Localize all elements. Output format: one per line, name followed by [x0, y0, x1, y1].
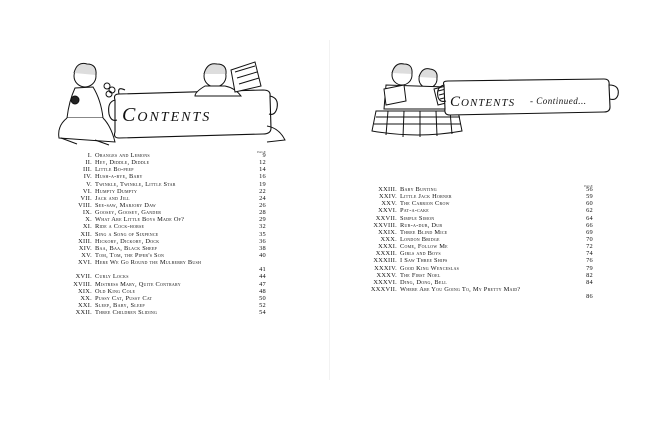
page-column-label: page	[584, 183, 593, 188]
toc-entry-title: See-saw, Marjory Daw	[95, 201, 156, 209]
toc-entry-title: Ride a Cock-horse	[95, 223, 145, 231]
toc-entry	[367, 186, 593, 193]
toc-entry-page: 72	[586, 243, 593, 251]
toc-entry-page: 84	[586, 278, 593, 286]
toc-entry-title: Humpty Dumpty	[95, 187, 138, 195]
toc-entry	[62, 202, 266, 209]
toc-entry	[62, 159, 266, 166]
toc-entry	[62, 245, 266, 252]
toc-entry-title: Pussy Cat, Pussy Cat	[95, 294, 153, 302]
toc-entry-title: London Bridge	[400, 235, 440, 243]
toc-entry-page: 52	[259, 301, 266, 309]
toc-entry-number: XXIV.	[379, 193, 397, 201]
contents-continued-label: - Continued...	[530, 96, 587, 106]
toc-entry-number: XXV.	[381, 200, 397, 208]
toc-entry-title: Three Children Sliding	[95, 309, 158, 317]
toc-entry-page: 64	[586, 214, 593, 222]
toc-entry-number: XXXII.	[375, 250, 397, 258]
toc-entry-page: 35	[259, 230, 266, 238]
toc-entry	[62, 188, 266, 195]
toc-entry-number: X.	[85, 216, 92, 224]
toc-entry-page: 62	[586, 207, 593, 215]
toc-entry-title: Where Are You Going To, My Pretty Maid?	[400, 285, 521, 293]
toc-entry-title: Goosey, Goosey, Gander	[95, 209, 162, 217]
toc-entry-page: 28	[259, 209, 266, 217]
toc-entry-page: 76	[586, 257, 593, 265]
toc-entry-page: 19	[259, 180, 266, 188]
toc-entry-number: XI.	[82, 223, 92, 231]
right-table-of-contents	[367, 183, 593, 301]
toc-entry-number: III.	[83, 166, 92, 174]
toc-entry-number: XXII.	[75, 309, 92, 317]
toc-entry-title: Sleep, Baby, Sleep	[95, 301, 145, 309]
toc-entry-title: Tom, Tom, the Piper's Son	[95, 251, 165, 259]
toc-entry-page: 69	[586, 228, 593, 236]
left-child-reading-figure	[59, 63, 115, 145]
toc-entry	[62, 216, 266, 223]
toc-entry	[367, 207, 593, 214]
toc-entry-title: Pat-a-cake	[400, 207, 429, 215]
toc-entry	[367, 272, 593, 279]
toc-entry-number: XXIII.	[378, 186, 397, 193]
left-contents-illustration	[55, 56, 290, 148]
toc-entry-title: Hey, Diddle, Diddle	[95, 159, 150, 167]
contents-heading: Contents	[122, 104, 212, 126]
toc-entry-title: Mistress Mary, Quite Contrary	[95, 280, 181, 288]
toc-entry	[62, 152, 266, 159]
toc-entry-page: 9	[262, 152, 266, 159]
toc-entry-page: 26	[259, 201, 266, 209]
toc-entry	[62, 309, 266, 316]
toc-entry-title: Hush-a-bye, Baby	[95, 173, 143, 181]
toc-entry-title: Baby Bunting	[400, 186, 437, 193]
toc-entry-number: XXX.	[380, 235, 397, 243]
toc-entry-number: XXXVII.	[370, 285, 397, 293]
toc-entry	[62, 252, 266, 259]
toc-entry-page: 86	[586, 293, 593, 301]
toc-entry-title: Sing a Song of Sixpence	[95, 230, 159, 238]
toc-entry-number: XII.	[80, 230, 92, 238]
toc-entry-title: Rub-a-dub, Dub	[400, 221, 443, 229]
toc-entry-number: XVIII.	[73, 280, 92, 288]
toc-entry-page: 32	[259, 223, 266, 231]
toc-entry-page: 74	[586, 250, 593, 258]
toc-entry-number: XXXIII.	[373, 257, 397, 265]
toc-entry	[367, 193, 593, 200]
toc-entry-number: VI.	[82, 187, 92, 195]
toc-entry-title: What Are Little Boys Made Of?	[95, 216, 185, 224]
toc-entry-page: 14	[259, 166, 266, 174]
toc-entry-number: IV.	[83, 173, 92, 181]
toc-entry-number: XXVII.	[375, 214, 397, 222]
toc-entry	[367, 265, 593, 272]
toc-entry-number: XVI.	[78, 259, 92, 267]
toc-entry-page: 38	[259, 244, 266, 252]
toc-entry-title: Little Bo-peep	[95, 166, 134, 174]
left-table-of-contents	[62, 149, 266, 317]
toc-entry-number: XIII.	[78, 237, 92, 245]
toc-entry-page: 44	[259, 273, 266, 281]
toc-entry-number: XXI.	[78, 301, 92, 309]
toc-entry-title: Curly Locks	[95, 273, 129, 281]
contents-heading: Contents	[450, 94, 516, 110]
toc-entry-number: XV.	[81, 251, 92, 259]
right-page	[330, 0, 660, 421]
toc-entry	[367, 200, 593, 207]
toc-entry	[367, 229, 593, 236]
toc-entry	[62, 288, 266, 295]
toc-entry-page: 36	[259, 237, 266, 245]
toc-entry-page: 41	[259, 266, 266, 274]
toc-entry-title: Jack and Jill	[95, 194, 130, 202]
toc-entry-page: 54	[259, 309, 266, 317]
toc-entry-page: 22	[259, 187, 266, 195]
toc-entry	[367, 257, 593, 264]
toc-entry-title: The First Noel	[400, 271, 441, 279]
toc-entry-page: 50	[259, 294, 266, 302]
toc-entry-number: XXVI.	[378, 207, 397, 215]
toc-entry-title: Three Blind Mice	[400, 228, 448, 236]
toc-entry-title: Here We Go Round the Mulberry Bush	[95, 259, 202, 267]
toc-entry-page: 12	[259, 159, 266, 167]
toc-entry	[62, 223, 266, 230]
toc-entry-title: Old King Cole	[95, 287, 136, 295]
toc-entry-title: The Carrion Crow	[400, 200, 450, 208]
toc-entry-number: XXXIV.	[374, 264, 397, 272]
toc-entry-number: XXIX.	[378, 228, 397, 236]
toc-entry	[62, 231, 266, 238]
toc-entry	[62, 195, 266, 202]
toc-entry	[62, 166, 266, 173]
toc-entry-page: 79	[586, 264, 593, 272]
toc-entry-number: V.	[86, 180, 92, 188]
toc-entry	[62, 273, 266, 280]
toc-entry	[62, 302, 266, 309]
toc-entry	[367, 250, 593, 257]
toc-entry-page: 24	[259, 194, 266, 202]
toc-entry-title: I Saw Three Ships	[400, 257, 448, 265]
toc-entry	[367, 279, 593, 286]
toc-entry	[62, 259, 266, 273]
toc-entry-page: 66	[586, 221, 593, 229]
toc-entry-number: XX.	[80, 294, 92, 302]
toc-entry-title: Ding, Dong, Bell	[400, 278, 447, 286]
toc-entry-title: Little Jack Horner	[400, 193, 452, 201]
toc-entry-number: XXXI.	[378, 243, 397, 251]
toc-entry-page: 56	[586, 186, 593, 193]
toc-entry-page: 47	[259, 280, 266, 288]
toc-entry-number: I.	[87, 152, 92, 159]
toc-entry-page: 40	[259, 251, 266, 259]
toc-entry-title: Girls and Boys	[400, 250, 441, 258]
toc-entry-number: VIII.	[78, 201, 92, 209]
toc-entry-number: XXXVI.	[373, 278, 397, 286]
toc-entry-title: Oranges and Lemons	[95, 152, 150, 159]
toc-entry-number: VII.	[80, 194, 92, 202]
toc-entry-number: XVII.	[75, 273, 92, 281]
toc-entry-page: 48	[259, 287, 266, 295]
toc-entry-number: XXXV.	[376, 271, 397, 279]
toc-entry-title: Twinkle, Twinkle, Little Star	[95, 180, 176, 188]
toc-entry	[367, 236, 593, 243]
toc-entry-page: 29	[259, 216, 266, 224]
toc-entry-page: 16	[259, 173, 266, 181]
toc-entry	[62, 238, 266, 245]
toc-entry-title: Good King Wenceslas	[400, 264, 460, 272]
toc-entry-title: Come, Follow Me	[400, 243, 448, 251]
toc-entry	[367, 215, 593, 222]
toc-entry-page: 70	[586, 235, 593, 243]
toc-entry-page: 82	[586, 271, 593, 279]
toc-entry-number: XIX.	[78, 287, 92, 295]
page-column-label: page	[257, 149, 266, 154]
toc-entry-title: Hickory, Dickory, Dock	[95, 237, 160, 245]
toc-entry-number: XIV.	[78, 244, 92, 252]
toc-entry-number: II.	[85, 159, 92, 167]
toc-entry-title: Baa, Baa, Black Sheep	[95, 244, 158, 252]
toc-entry	[367, 243, 593, 250]
toc-entry-title: Simple Simon	[400, 214, 435, 222]
toc-entry	[62, 281, 266, 288]
toc-entry-number: IX.	[82, 209, 92, 217]
toc-entry	[367, 222, 593, 229]
toc-entry	[62, 209, 266, 216]
toc-entry	[367, 286, 593, 300]
toc-entry-page: 60	[586, 200, 593, 208]
toc-entry	[62, 181, 266, 188]
toc-entry-page: 59	[586, 193, 593, 201]
toc-entry-number: XXVIII.	[373, 221, 397, 229]
toc-entry	[62, 295, 266, 302]
toc-entry	[62, 173, 266, 180]
